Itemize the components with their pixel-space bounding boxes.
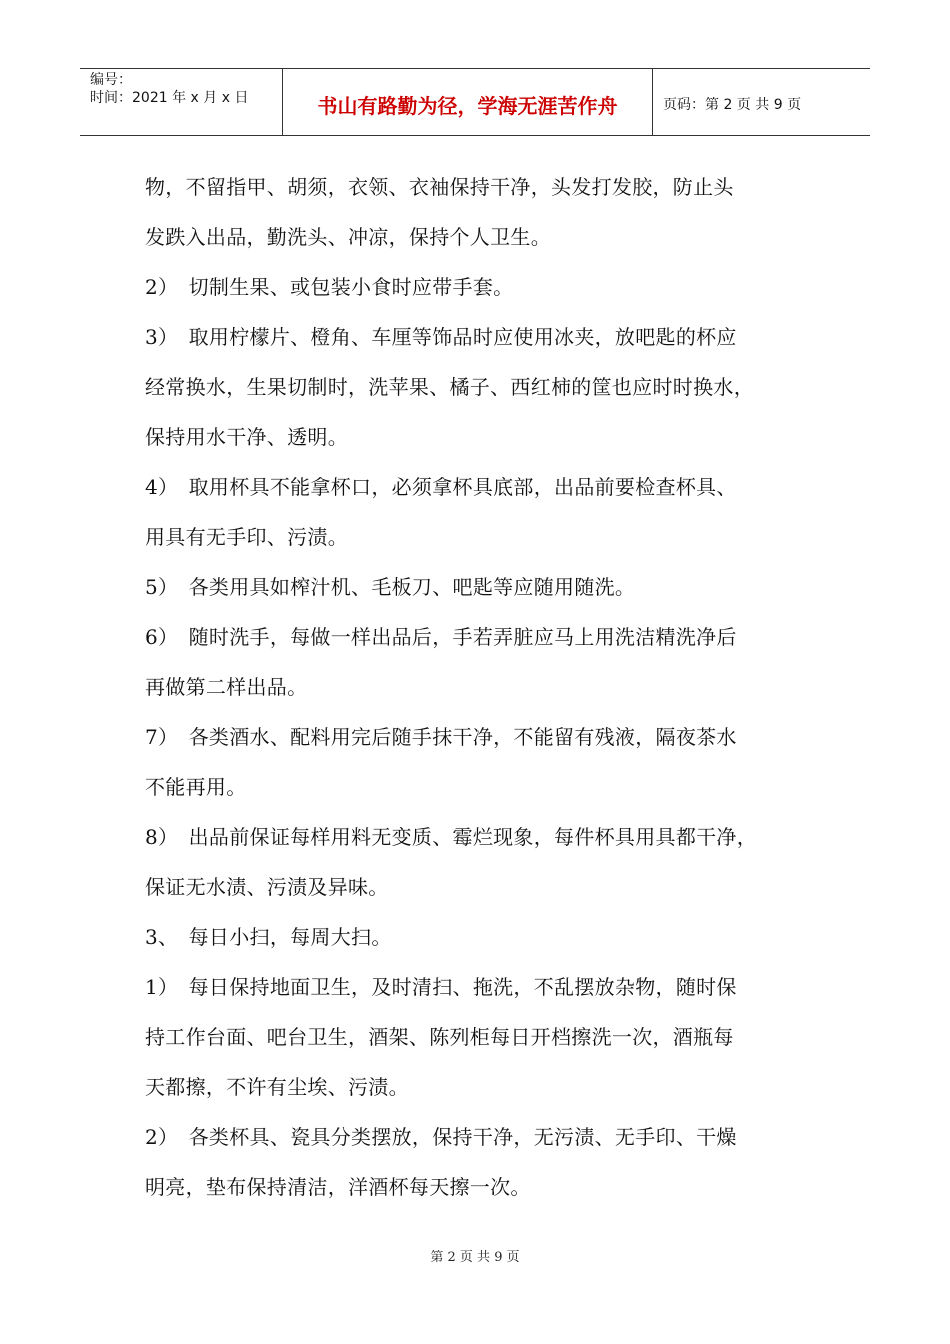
body-line: 发跌入出品，勤洗头、冲凉，保持个人卫生。	[145, 225, 551, 249]
body-line: 6） 随时洗手，每做一样出品后，手若弄脏应马上用洗洁精洗净后	[145, 625, 737, 649]
page-footer: 第 2 页 共 9 页	[430, 1250, 520, 1265]
header-page-info: 页码：第 2 页 共 9 页	[663, 97, 802, 113]
body-line: 明亮，垫布保持清洁，洋酒杯每天擦一次。	[145, 1175, 531, 1199]
body-line: 2） 各类杯具、瓷具分类摆放，保持干净，无污渍、无手印、干燥	[145, 1125, 737, 1149]
body-line: 保持用水干净、透明。	[145, 425, 348, 449]
document-date: 时间：2021 年 x 月 x 日	[90, 90, 249, 106]
body-line: 天都擦，不许有尘埃、污渍。	[145, 1075, 409, 1099]
body-line: 物，不留指甲、胡须，衣领、衣袖保持干净，头发打发胶，防止头	[145, 175, 734, 199]
section-heading: 3、 每日小扫，每周大扫。	[145, 925, 392, 949]
body-line: 经常换水，生果切制时，洗苹果、橘子、西红柿的筐也应时时换水，	[145, 375, 754, 399]
body-line: 不能再用。	[145, 775, 247, 799]
body-line: 1） 每日保持地面卫生，及时清扫、拖洗，不乱摆放杂物，随时保	[145, 975, 737, 999]
body-line: 再做第二样出品。	[145, 675, 308, 699]
document-number-label: 编号：	[90, 72, 132, 88]
body-line: 2） 切制生果、或包装小食时应带手套。	[145, 275, 514, 299]
header-meta	[80, 69, 283, 135]
body-line: 保证无水渍、污渍及异味。	[145, 875, 389, 899]
body-line: 用具有无手印、污渍。	[145, 525, 348, 549]
body-line: 持工作台面、吧台卫生，酒架、陈列柜每日开档擦洗一次，酒瓶每	[145, 1025, 734, 1049]
body-line: 8） 出品前保证每样用料无变质、霉烂现象，每件杯具用具都干净，	[145, 825, 758, 849]
body-line: 7） 各类酒水、配料用完后随手抹干净，不能留有残液，隔夜茶水	[145, 725, 737, 749]
document-body	[145, 162, 815, 1212]
body-line: 5） 各类用具如榨汁机、毛板刀、吧匙等应随用随洗。	[145, 575, 636, 599]
body-line: 4） 取用杯具不能拿杯口，必须拿杯具底部，出品前要检查杯具、	[145, 475, 737, 499]
header-motto: 书山有路勤为径，学海无涯苦作舟	[283, 69, 653, 135]
body-line: 3） 取用柠檬片、橙角、车厘等饰品时应使用冰夹，放吧匙的杯应	[145, 325, 737, 349]
page-header	[80, 68, 870, 136]
